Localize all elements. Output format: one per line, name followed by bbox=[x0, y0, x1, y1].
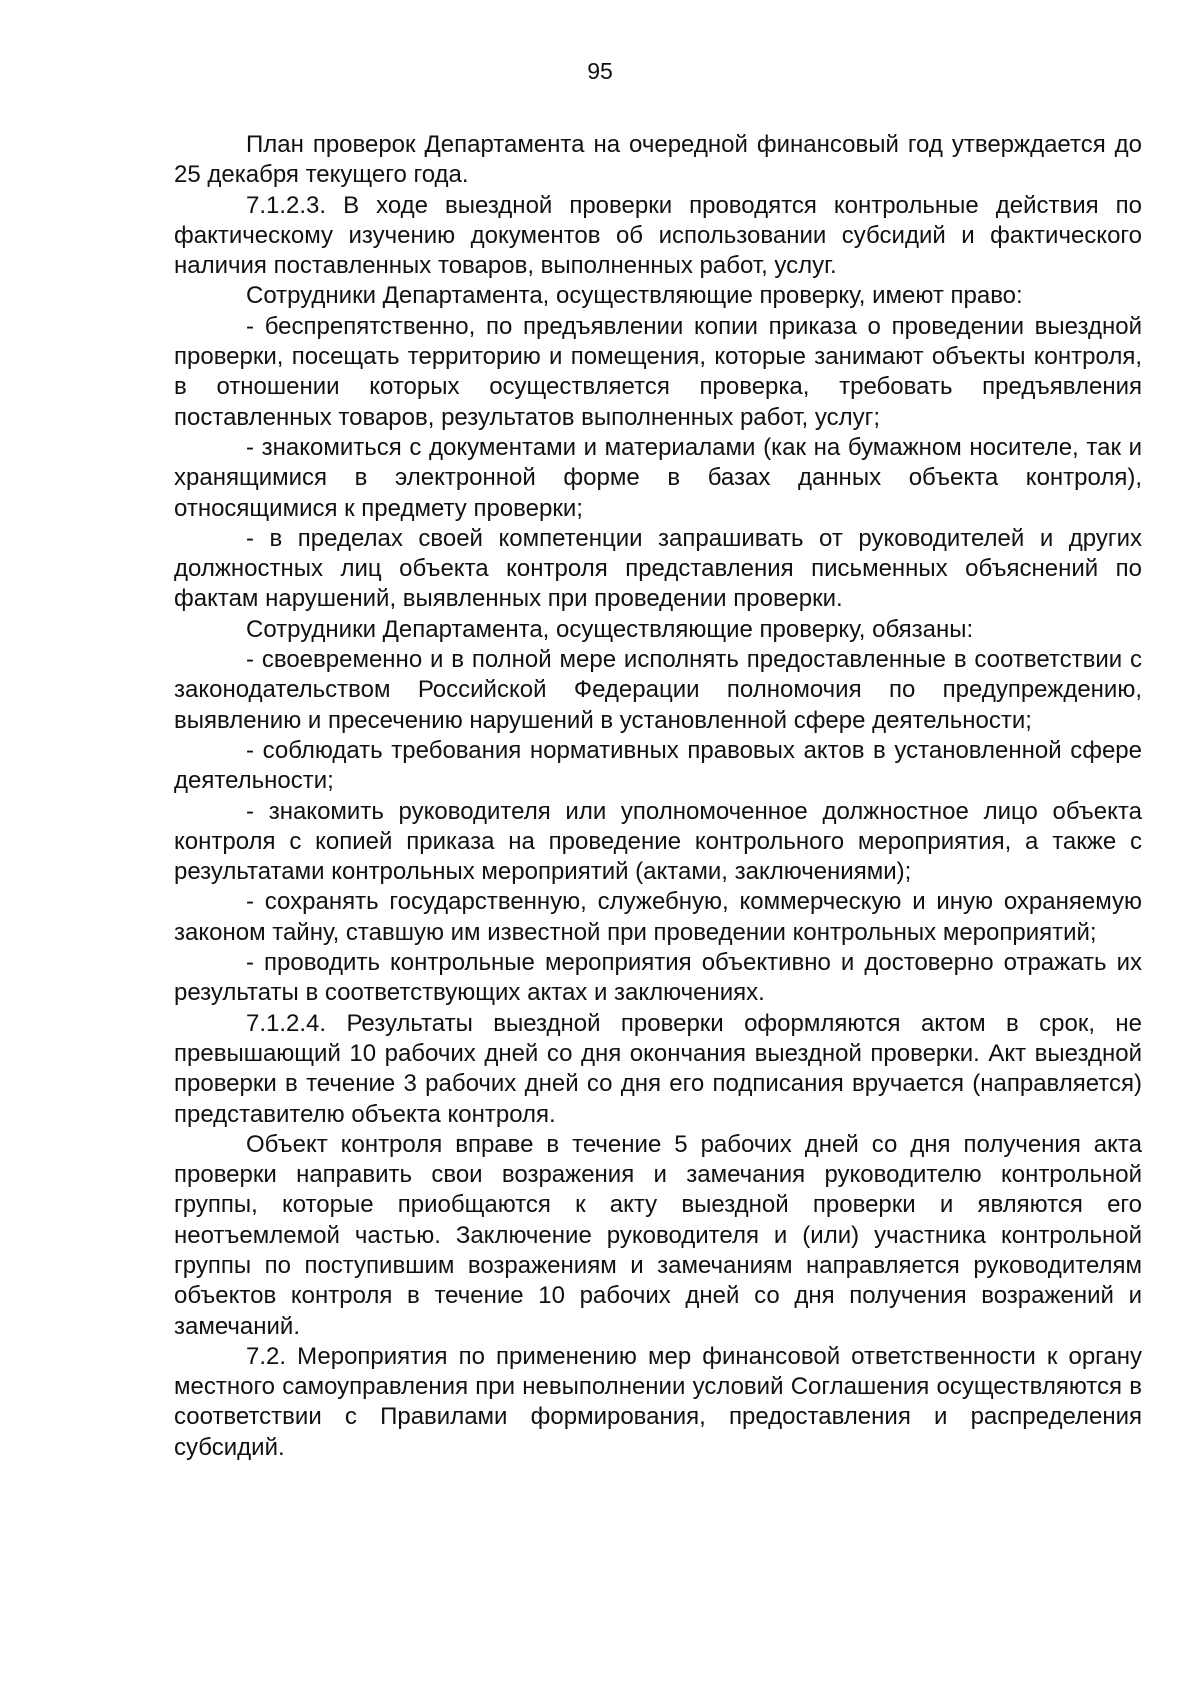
list-item-duty: - своевременно и в полной мере исполнять предоставленные в соответствии с законодательством Российской Федерации полномочия по предупреждению, выявлению и пресечению нарушений в установленной сфере деятельности; bbox=[174, 646, 1142, 734]
list-item-duty: - проводить контрольные мероприятия объективно и достоверно отражать их результаты в соответствующих актах и заключениях. bbox=[174, 949, 1142, 1007]
list-item-right: - беспрепятственно, по предъявлении копии приказа о проведении выездной проверки, посещать территорию и помещения, которые занимают объекты контроля, в отношении которых осуществляется проверка, требовать предъявления поставленных товаров, результатов выполненных работ, услуг; bbox=[174, 312, 1142, 431]
list-item-duty: - соблюдать требования нормативных правовых актов в установленной сфере деятельности; bbox=[174, 736, 1142, 795]
paragraph-7-1-2-3: 7.1.2.3. В ходе выездной проверки проводятся контрольные действия по фактическому изучению документов об использовании субсидий и фактического наличия поставленных товаров, выполненных работ, услуг. bbox=[174, 191, 1142, 280]
list-item-duty: - сохранять государственную, служебную, коммерческую и иную охраняемую законом тайну, ставшую им известной при проведении контрольных мероприятий; bbox=[174, 888, 1142, 946]
document-body bbox=[174, 130, 1142, 1463]
paragraph-plan-approval: План проверок Департамента на очередной финансовый год утверждается до 25 декабря текущего года. bbox=[174, 131, 1142, 189]
paragraph-objections: Объект контроля вправе в течение 5 рабочих дней со дня получения акта проверки направить свои возражения и замечания руководителю контрольной группы, которые приобщаются к акту выездной проверки и являются его неотъемлемой частью. Заключение руководителя и (или) участника контрольной группы по поступившим возражениям и замечаниям направляется руководителям объектов контроля в течение 10 рабочих дней со дня получения возражений и замечаний. bbox=[174, 1130, 1142, 1340]
list-item-duty: - знакомить руководителя или уполномоченное должностное лицо объекта контроля с копией приказа на проведение контрольного мероприятия, а также с результатами контрольных мероприятий (актами, заключениями); bbox=[174, 797, 1142, 886]
paragraph-7-2: 7.2. Мероприятия по применению мер финансовой ответственности к органу местного самоуправления при невыполнении условий Соглашения осуществляются в соответствии с Правилами формирования, предоставления и распределения субсидий. bbox=[174, 1342, 1142, 1461]
list-item-right: - в пределах своей компетенции запрашивать от руководителей и других должностных лиц объекта контроля представления письменных объяснений по фактам нарушений, выявленных при проведении проверки. bbox=[174, 524, 1142, 613]
list-item-right: - знакомиться с документами и материалами (как на бумажном носителе, так и хранящимися в электронной форме в базах данных объекта контроля), относящимися к предмету проверки; bbox=[174, 433, 1142, 522]
paragraph-7-1-2-4: 7.1.2.4. Результаты выездной проверки оформляются актом в срок, не превышающий 10 рабочих дней со дня окончания выездной проверки. Акт выездной проверки в течение 3 рабочих дней со дня его подписания вручается (направляется) представителю объекта контроля. bbox=[174, 1009, 1142, 1128]
paragraph-duties-intro: Сотрудники Департамента, осуществляющие проверку, обязаны: bbox=[246, 615, 974, 643]
paragraph-rights-intro: Сотрудники Департамента, осуществляющие проверку, имеют право: bbox=[246, 282, 1023, 310]
page-number: 95 bbox=[587, 58, 613, 84]
